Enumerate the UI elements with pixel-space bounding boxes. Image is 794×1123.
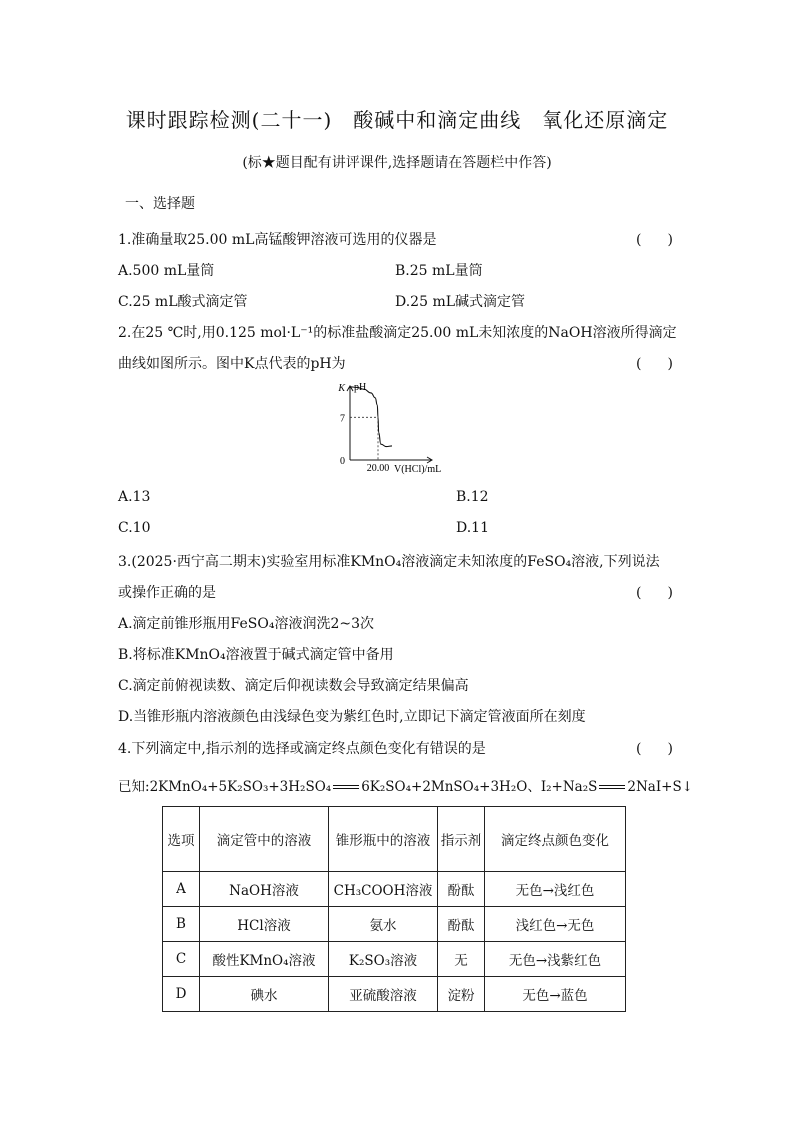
table-cell: 酚酞	[438, 907, 485, 942]
page-title: 课时跟踪检测(二十一) 酸碱中和滴定曲线 氧化还原滴定	[125, 108, 669, 132]
given-reactions	[118, 775, 693, 795]
table-cell: HCl溶液	[200, 907, 329, 942]
q3-option-c: C.滴定前俯视读数、滴定后仰视读数会导致滴定结果偏高	[118, 678, 469, 694]
y-tick-7: 7	[340, 413, 345, 425]
reaction-separator: 、	[527, 779, 541, 795]
answer-bracket-1: ( )	[636, 232, 679, 248]
x-axis-label: V(HCl)/mL	[394, 464, 442, 475]
table-header-cell: 滴定管中的溶液	[200, 807, 329, 872]
table-cell: 亚硫酸溶液	[329, 977, 438, 1012]
q2-option-a: A.13	[118, 489, 151, 505]
question-3-line-2: 或操作正确的是	[118, 585, 216, 601]
q1-option-c: C.25 mL酸式滴定管	[118, 294, 248, 310]
table-header-cell: 滴定终点颜色变化	[485, 807, 626, 872]
given-prefix: 已知:	[118, 779, 150, 795]
question-1-stem: 1.准确量取25.00 mL高锰酸钾溶液可选用的仪器是	[118, 232, 437, 248]
answer-bracket-2: ( )	[636, 356, 679, 372]
equals-sign	[331, 779, 361, 795]
table-row	[163, 907, 626, 942]
q3-option-d: D.当锥形瓶内溶液颜色由浅绿色变为紫红色时,立即记下滴定管液面所在刻度	[118, 709, 586, 725]
page-subtitle: (标★题目配有讲评课件,选择题请在答题栏中作答)	[242, 155, 552, 171]
y-tick-0: 0	[340, 456, 345, 467]
table-cell: 无	[438, 942, 485, 977]
answer-bracket-3: ( )	[636, 585, 679, 601]
table-cell: 浅红色→无色	[485, 907, 626, 942]
table-cell: 无色→蓝色	[485, 977, 626, 1012]
table-cell: C	[163, 942, 200, 977]
table-row	[163, 942, 626, 977]
q2-option-d: D.11	[456, 520, 489, 536]
question-3-line-1: 3.(2025·西宁高二期末)实验室用标准KMnO₄溶液滴定未知浓度的FeSO₄溶液,下列说法	[118, 554, 660, 570]
table-header-row	[163, 807, 626, 872]
table-cell: 无色→浅红色	[485, 872, 626, 907]
answer-bracket-4: ( )	[636, 741, 679, 757]
table-cell: A	[163, 872, 200, 907]
question-2-line-2: 曲线如图所示。图中K点代表的pH为	[118, 356, 346, 372]
q1-option-b: B.25 mL量筒	[395, 263, 483, 279]
q2-option-c: C.10	[118, 520, 151, 536]
chart-axes	[347, 386, 432, 463]
equals-sign	[597, 779, 627, 795]
table-cell: K₂SO₃溶液	[329, 942, 438, 977]
q1-option-a: A.500 mL量筒	[118, 263, 215, 279]
reaction-1-products: 6K₂SO₄+2MnSO₄+3H₂O	[361, 779, 528, 795]
table-cell: 氨水	[329, 907, 438, 942]
titration-curve-chart	[330, 378, 470, 478]
table-cell: 酸性KMnO₄溶液	[200, 942, 329, 977]
q2-option-b: B.12	[456, 489, 489, 505]
table-row	[163, 977, 626, 1012]
table-cell: 碘水	[200, 977, 329, 1012]
question-4-stem: 4.下列滴定中,指示剂的选择或滴定终点颜色变化有错误的是	[118, 741, 486, 757]
table-cell: 酚酞	[438, 872, 485, 907]
q1-option-d: D.25 mL碱式滴定管	[395, 294, 526, 310]
q3-option-a: A.滴定前锥形瓶用FeSO₄溶液润洗2~3次	[118, 616, 375, 632]
reaction-1-reactants: 2KMnO₄+5K₂SO₃+3H₂SO₄	[149, 779, 332, 795]
titration-curve-line	[350, 387, 392, 447]
chart-labels	[337, 382, 441, 475]
table-header-cell: 选项	[163, 807, 200, 872]
reaction-2-reactants: I₂+Na₂S	[540, 779, 598, 795]
question-2-line-1: 2.在25 ℃时,用0.125 mol·L⁻¹的标准盐酸滴定25.00 mL未知浓度的NaOH溶液所得滴定	[118, 325, 677, 341]
chart-marks	[350, 387, 392, 447]
q3-option-b: B.将标准KMnO₄溶液置于碱式滴定管中备用	[118, 647, 394, 663]
table-row	[163, 872, 626, 907]
y-axis-label: pH	[354, 382, 367, 393]
table-cell: B	[163, 907, 200, 942]
table-cell: NaOH溶液	[200, 872, 329, 907]
table-cell: D	[163, 977, 200, 1012]
table-cell: 淀粉	[438, 977, 485, 1012]
table-cell: CH₃COOH溶液	[329, 872, 438, 907]
x-tick-20: 20.00	[366, 463, 390, 474]
reaction-2-products: 2NaI+S↓	[627, 779, 694, 795]
table-cell: 无色→浅紫红色	[485, 942, 626, 977]
y-tick-k: K	[338, 382, 345, 394]
table-header-cell: 锥形瓶中的溶液	[329, 807, 438, 872]
titration-options-table	[162, 806, 626, 1012]
section-heading: 一、选择题	[125, 196, 195, 212]
table-header-cell: 指示剂	[438, 807, 485, 872]
